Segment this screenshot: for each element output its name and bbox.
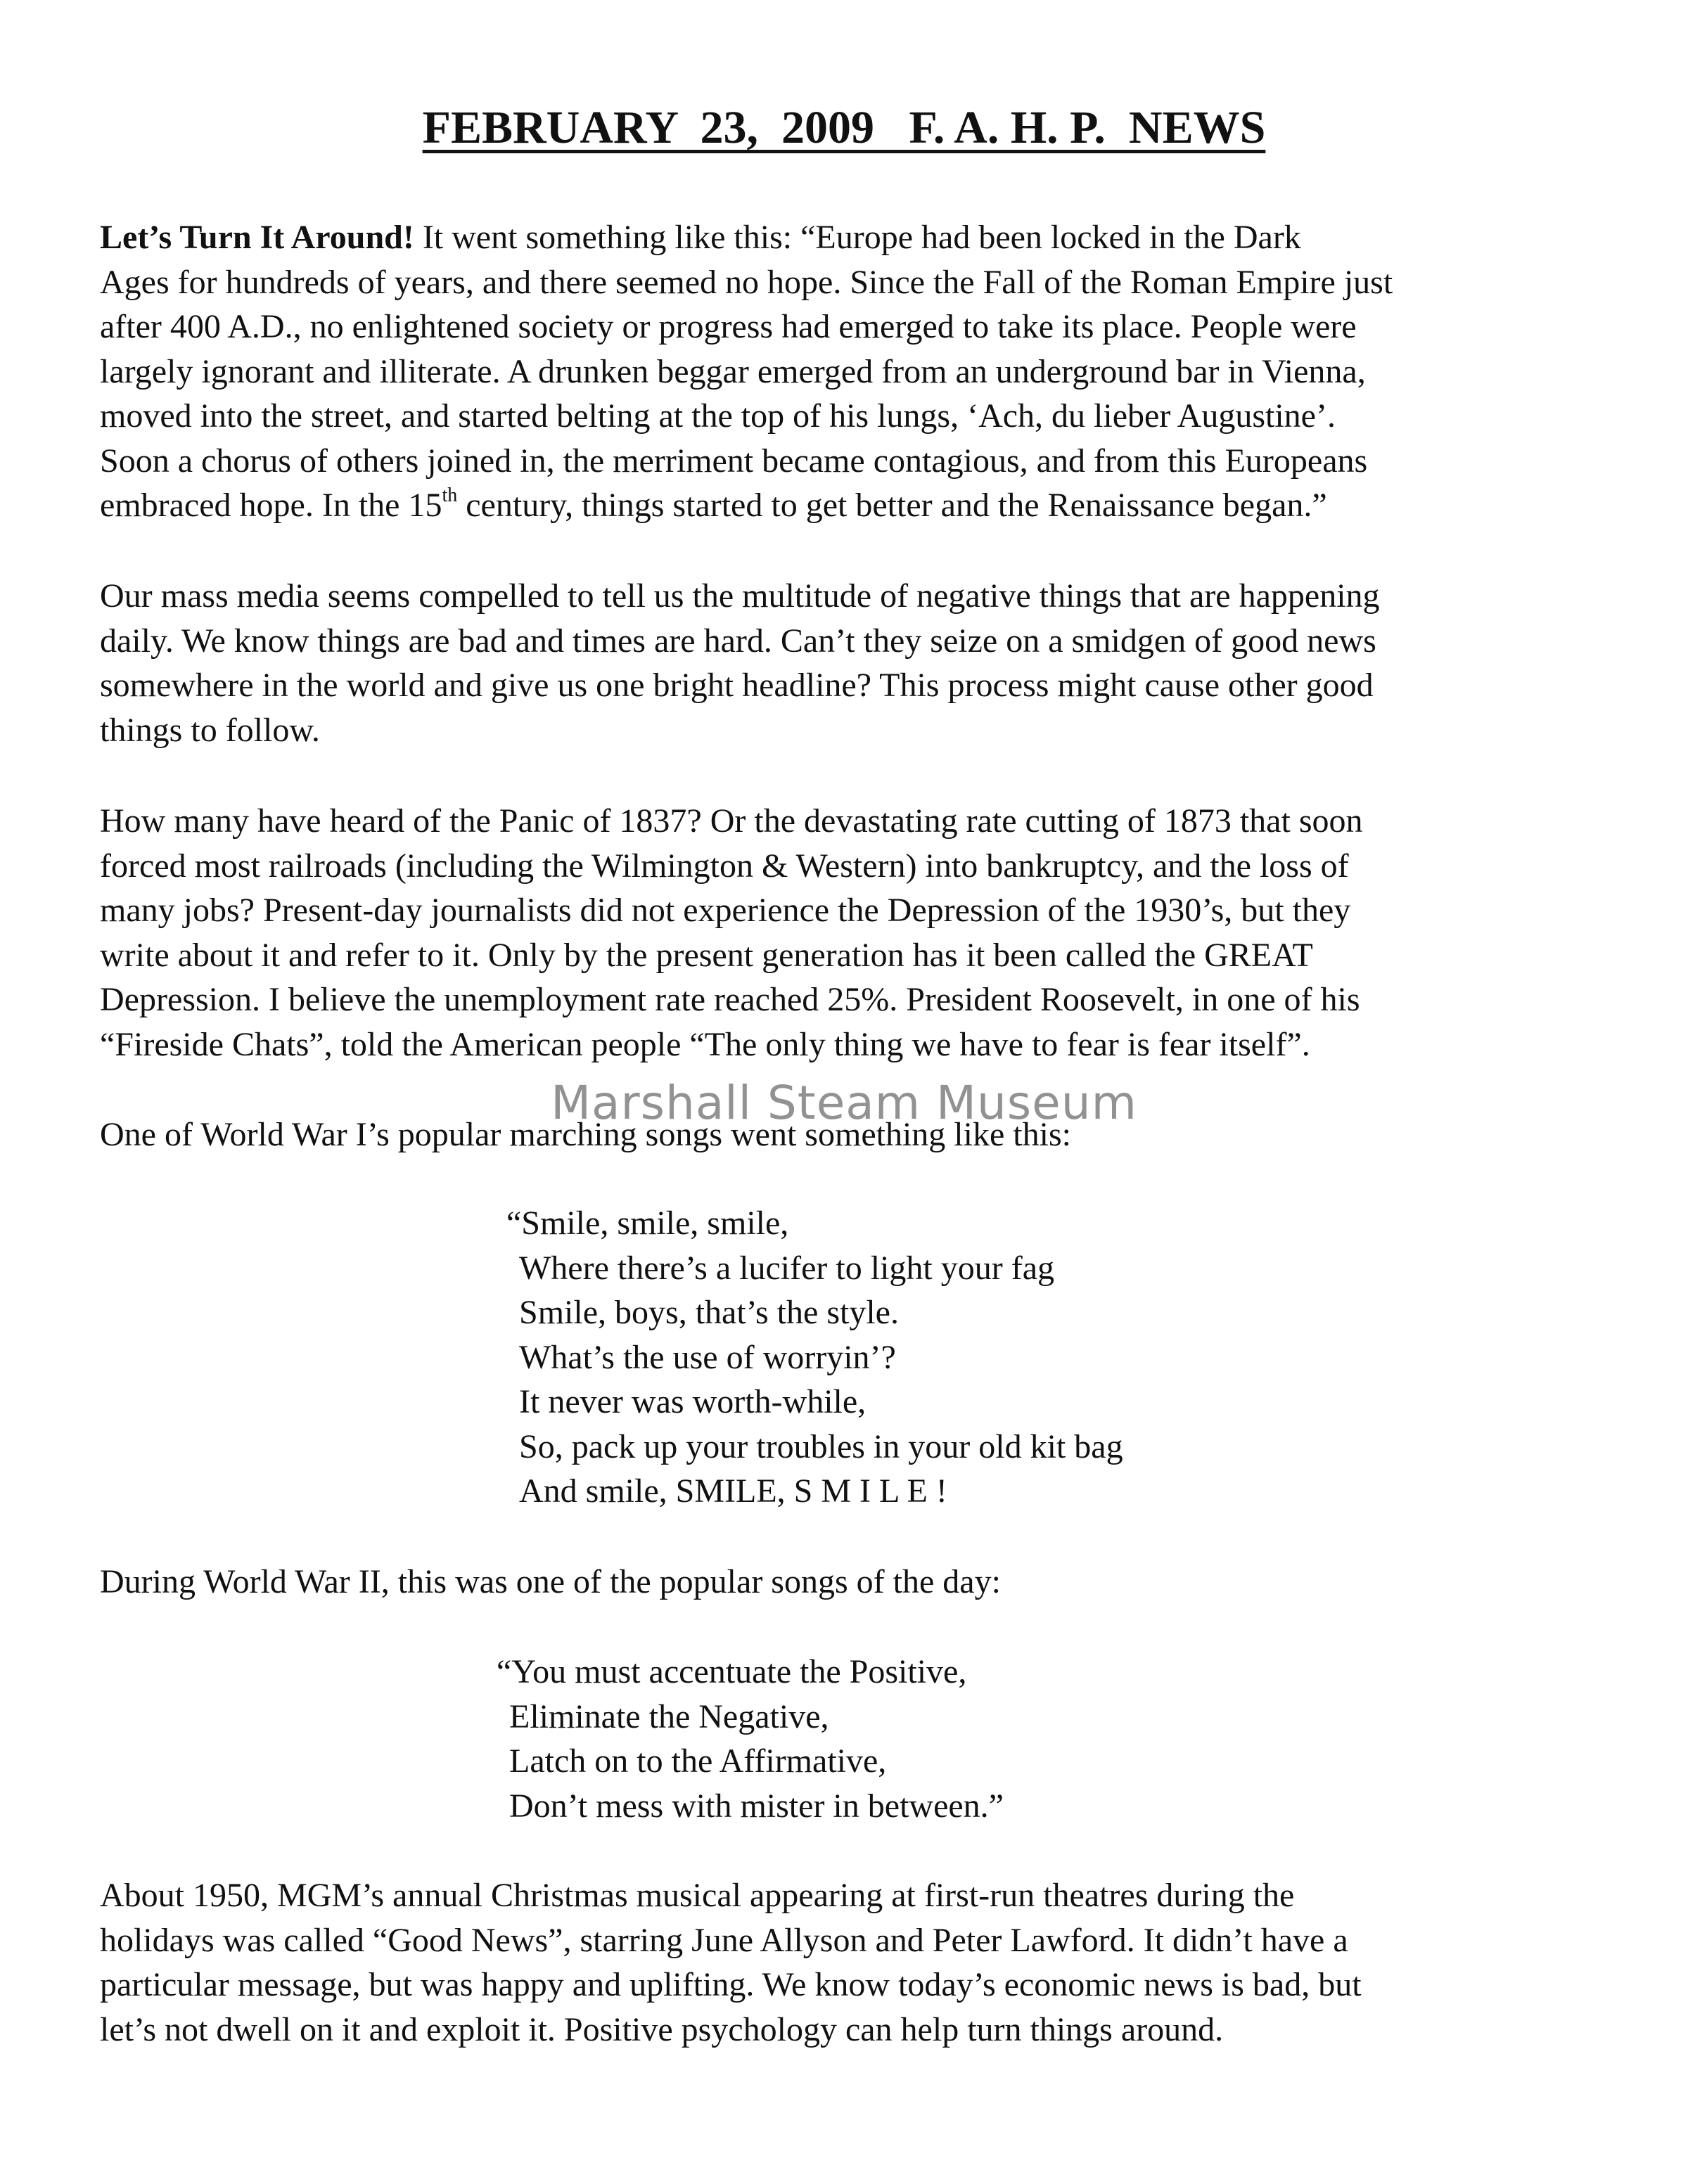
paragraph-line: write about it and refer to it. Only by the present generation has it been called the GREAT [100,936,1313,974]
paragraph-line: many jobs? Present-day journalists did not experience the Depression of the 1930’s, but they [100,892,1351,929]
paragraph-line: Depression. I believe the unemployment rate reached 25%. President Roosevelt, in one of his [100,981,1360,1018]
media-paragraph [100,574,1633,752]
intro-line-text: century, things started to get better and the Renaissance began.” [457,487,1327,524]
verse-line: What’s the use of worryin’? [519,1338,896,1376]
page-title-text: FEBRUARY 23, 2009 F. A. H. P. NEWS [422,102,1266,153]
paragraph-line: somewhere in the world and give us one bright headline? This process might cause other good [100,667,1374,704]
paragraph-line: During World War II, this was one of the popular songs of the day: [100,1563,1001,1600]
intro-line: after 400 A.D., no enlightened society or progress had emerged to take its place. People were [100,308,1357,345]
verse-line: Eliminate the Negative, [509,1697,829,1735]
verse-line: Don’t mess with mister in between.” [509,1787,1004,1825]
paragraph-line: How many have heard of the Panic of 1837? Or the devastating rate cutting of 1873 that soon [100,802,1363,840]
closing-paragraph [100,1873,1633,2052]
ww2-intro [100,1560,1633,1605]
paragraph-line: Our mass media seems compelled to tell us the multitude of negative things that are happening [100,577,1380,615]
verse-line: “Smile, smile, smile, [506,1205,789,1242]
intro-line: Ages for hundreds of years, and there seemed no hope. Since the Fall of the Roman Empire just [100,263,1393,301]
verse-line: Latch on to the Affirmative, [509,1742,887,1780]
paragraph-line: About 1950, MGM’s annual Christmas musical appearing at first-run theatres during the [100,1877,1295,1914]
paragraph-line: particular message, but was happy and uplifting. We know today’s economic news is bad, but [100,1966,1362,2003]
paragraph-line: holidays was called “Good News”, starring June Allyson and Peter Lawford. It didn’t have a [100,1921,1348,1959]
history-paragraph [100,799,1633,1067]
page-title [0,100,1688,156]
intro-line-text: It went something like this: “Europe had been locked in the Dark [414,219,1301,256]
verse-line: “You must accentuate the Positive, [497,1653,967,1690]
paragraph-line: things to follow. [100,711,320,749]
ww1-song-verse [506,1201,1123,1514]
intro-line [100,215,1633,260]
verse-line: And smile, SMILE, S M I L E ! [519,1472,947,1510]
intro-line-text: embraced hope. In the 15 [100,487,442,524]
intro-line: Soon a chorus of others joined in, the merriment became contagious, and from this Europeans [100,442,1368,480]
paragraph-line: let’s not dwell on it and exploit it. Positive psychology can help turn things around. [100,2010,1224,2048]
intro-line: largely ignorant and illiterate. A drunken beggar emerged from an underground bar in Vienna, [100,352,1366,390]
paragraph-line: daily. We know things are bad and times are hard. Can’t they seize on a smidgen of good news [100,622,1376,660]
verse-line: It never was worth-while, [519,1383,867,1420]
museum-watermark: Marshall Steam Museum [551,1076,1137,1130]
ordinal-superscript: th [442,484,458,506]
intro-paragraph [100,215,1633,528]
intro-line: moved into the street, and started belting at the top of his lungs, ‘Ach, du lieber Augustine’. [100,397,1336,435]
paragraph-line: “Fireside Chats”, told the American people “The only thing we have to fear is fear itself”. [100,1025,1310,1063]
ww2-song-verse [497,1650,1004,1828]
paragraph-line: forced most railroads (including the Wilmington & Western) into bankruptcy, and the loss of [100,847,1349,885]
verse-line: So, pack up your troubles in your old kit bag [519,1427,1123,1465]
paragraph-line: One of World War I’s popular marching songs went something like this: [100,1116,1071,1153]
intro-line [100,483,1633,528]
intro-lead-heading: Let’s Turn It Around! [100,219,414,256]
verse-line: Smile, boys, that’s the style. [519,1294,899,1331]
ww1-intro [100,1112,1633,1157]
verse-line: Where there’s a lucifer to light your fag [519,1249,1055,1287]
